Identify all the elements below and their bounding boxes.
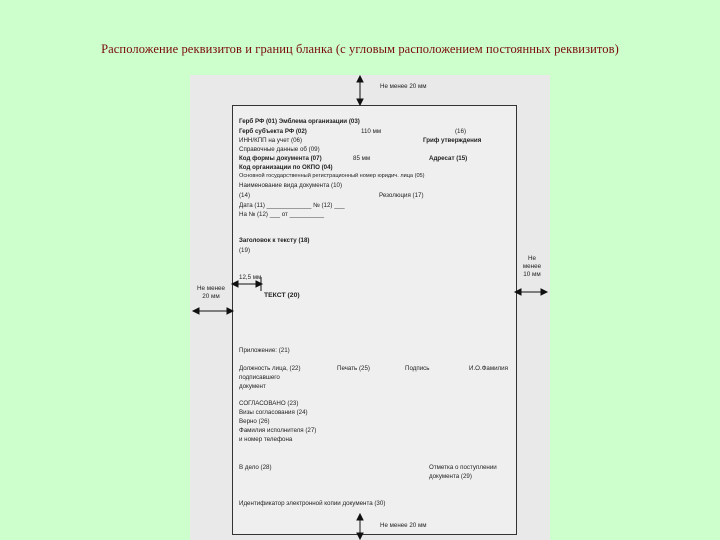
dim-85mm: 85 мм xyxy=(353,155,371,162)
receipt-mark-1: Отметка о поступлении xyxy=(429,464,497,471)
resolution-label: Резолюция (17) xyxy=(379,192,424,199)
row-doc-type: Наименование вида документа (10) xyxy=(239,182,343,189)
row-ref-number: На № (12) ___ от __________ xyxy=(239,211,325,218)
row-14: (14) xyxy=(239,192,251,199)
row-reference: Справочные данные об (09) xyxy=(239,146,320,153)
row-inn: ИНН/КПП на учет (06) xyxy=(239,137,303,144)
signer-position-2: подписавшего xyxy=(239,374,280,381)
appendix-label: Приложение: (21) xyxy=(239,347,290,354)
row-form-code: Код формы документа (07) xyxy=(239,155,322,162)
row-heading: Заголовок к тексту (18) xyxy=(239,237,310,244)
full-name-label: И.О.Фамилия xyxy=(469,365,508,372)
bottom-margin-label: Не менее 20 мм xyxy=(380,522,427,529)
approval-visas-label: Визы согласования (24) xyxy=(239,409,308,416)
right-margin-label: Не менее 10 мм xyxy=(522,255,542,278)
receipt-mark-2: документа (29) xyxy=(429,473,472,480)
seal-label: Печать (25) xyxy=(337,365,370,372)
performer-label-2: и номер телефона xyxy=(239,436,293,443)
top-margin-label: Не менее 20 мм xyxy=(380,83,427,90)
row-coat-of-arms: Герб РФ (01) Эмблема организации (03) xyxy=(239,118,360,125)
row-okpo: Код организации по ОКПО (04) xyxy=(239,164,333,171)
row-ogrn: Основной государственный регистрационный номер юридич. лица (05) xyxy=(239,173,425,179)
text-label: ТЕКСТ (20) xyxy=(264,292,300,299)
row-region-arms: Герб субъекта РФ (02) xyxy=(239,128,307,135)
signer-position-3: документ xyxy=(239,383,266,390)
agreed-label: СОГЛАСОВАНО (23) xyxy=(239,400,299,407)
addressee-label: Адресат (15) xyxy=(429,155,468,162)
row-19: (19) xyxy=(239,247,251,254)
slide-title: Расположение реквизитов и границ бланка (с угловым расположением постоянных реквизитов) xyxy=(101,42,619,56)
certified-copy-label: Верно (26) xyxy=(239,418,270,425)
electronic-copy-id: Идентификатор электронной копии документа (30) xyxy=(239,500,386,507)
form-layout-diagram xyxy=(190,75,550,540)
to-file-label: В дело (28) xyxy=(239,464,272,471)
row-date: Дата (11) _____________ № (12) ___ xyxy=(239,202,345,209)
row-16: (16) xyxy=(455,128,467,135)
signature-label: Подпись xyxy=(405,365,430,372)
left-margin-label: Не менее 20 мм xyxy=(196,285,226,300)
indent-label: 12,5 мм xyxy=(239,274,262,281)
dimension-arrows xyxy=(190,75,550,540)
dim-110mm: 110 мм xyxy=(361,128,382,135)
signer-position-1: Должность лица, (22) xyxy=(239,365,301,372)
approval-stamp-label: Гриф утверждения xyxy=(423,137,482,144)
performer-label-1: Фамилия исполнителя (27) xyxy=(239,427,317,434)
